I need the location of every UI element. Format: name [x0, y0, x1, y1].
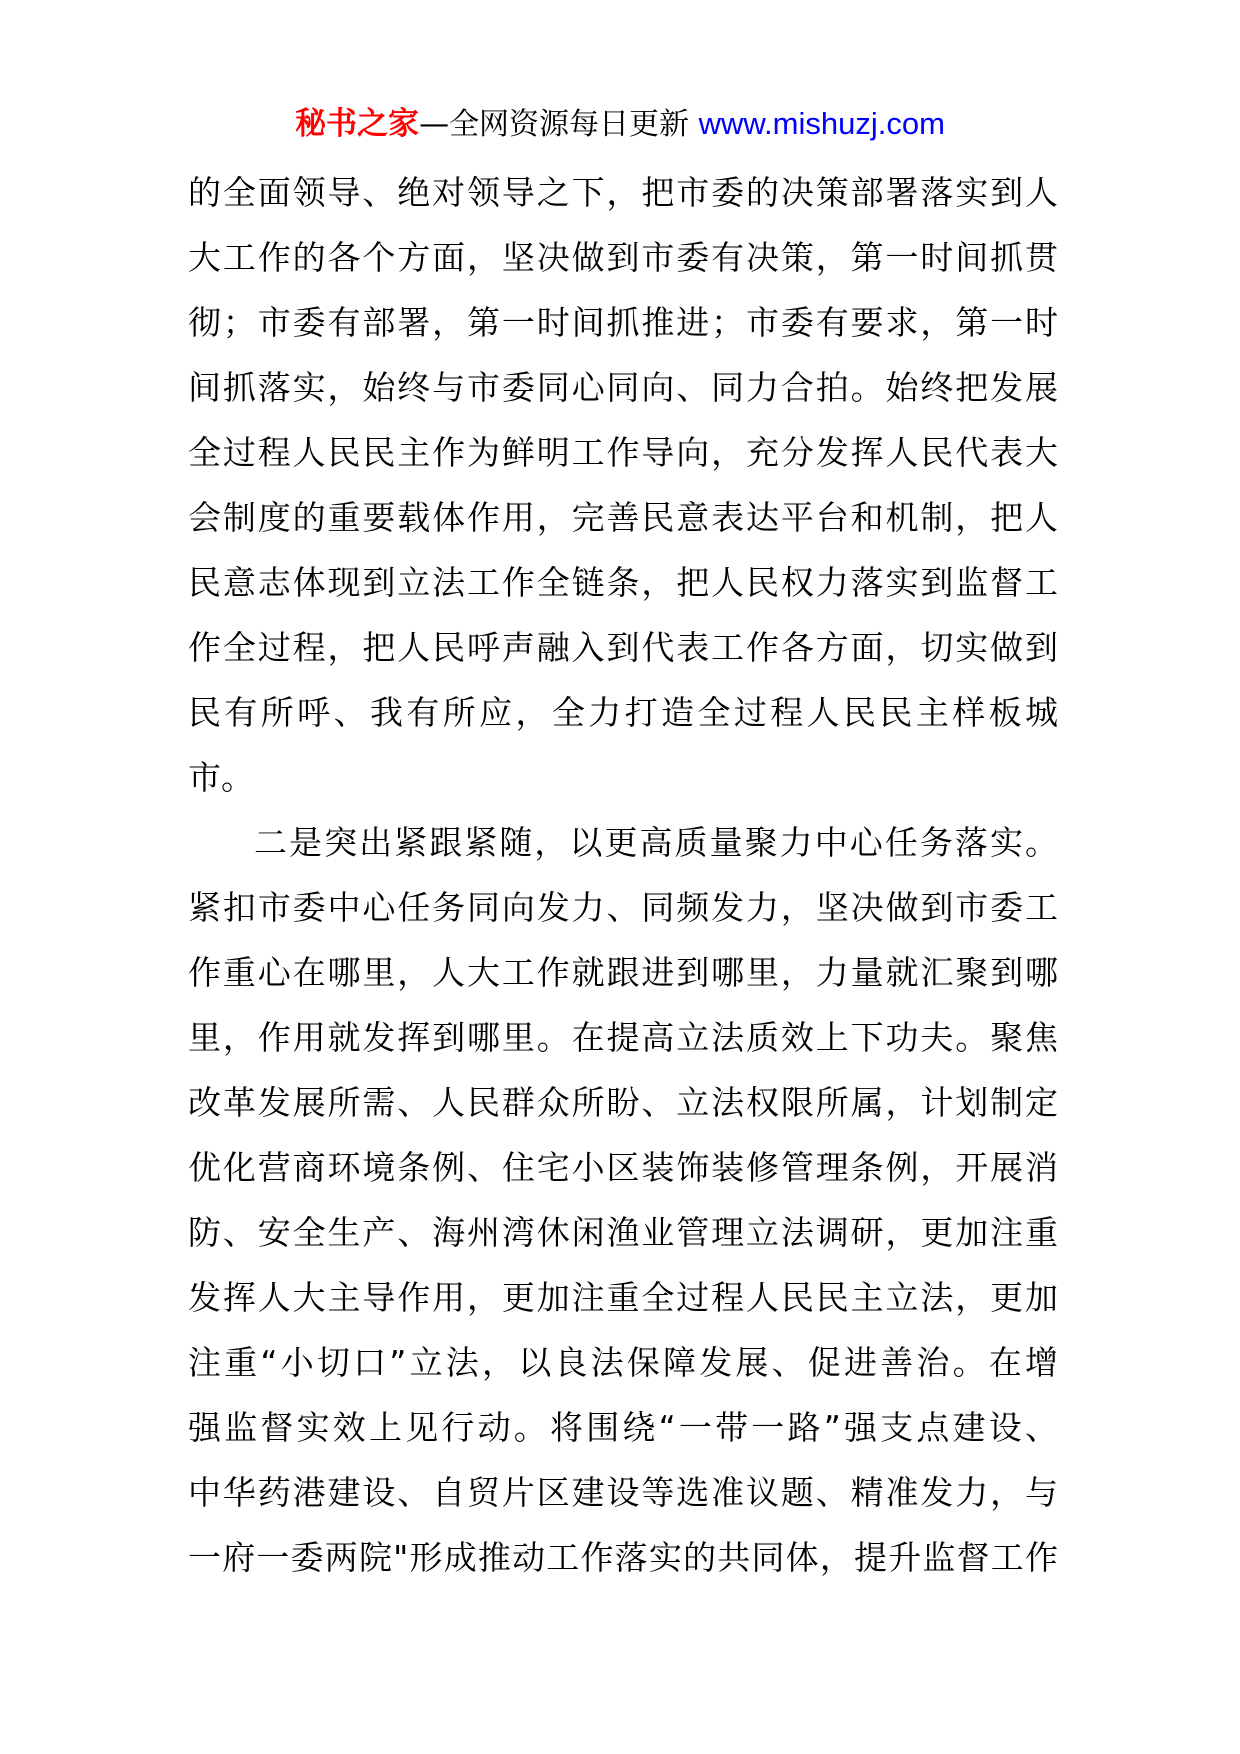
- document-body: [188, 160, 1058, 1590]
- text-line: 的全面领导、绝对领导之下，把市委的决策部署落实到人: [188, 173, 1058, 212]
- text-line: 间抓落实，始终与市委同心同向、同力合拍。始终把发展: [188, 368, 1058, 407]
- text-line: 作重心在哪里，人大工作就跟进到哪里，力量就汇聚到哪: [188, 953, 1058, 992]
- text-line: 彻；市委有部署，第一时间抓推进；市委有要求，第一时: [188, 303, 1058, 342]
- text-line: 发挥人大主导作用，更加注重全过程人民民主立法，更加: [188, 1278, 1058, 1317]
- text-line: 民有所呼、我有所应，全力打造全过程人民民主样板城: [188, 693, 1058, 732]
- text-line: 一府一委两院"形成推动工作落实的共同体，提升监督工作: [188, 1538, 1058, 1577]
- text-line: 强监督实效上见行动。将围绕“一带一路”强支点建设、: [188, 1408, 1058, 1447]
- text-line: 作全过程，把人民呼声融入到代表工作各方面，切实做到: [188, 628, 1058, 667]
- text-line: 优化营商环境条例、住宅小区装饰装修管理条例，开展消: [188, 1148, 1058, 1187]
- text-line: 民意志体现到立法工作全链条，把人民权力落实到监督工: [188, 563, 1058, 602]
- text-line: 中华药港建设、自贸片区建设等选准议题、精准发力，与: [188, 1473, 1058, 1512]
- site-brand: 秘书之家: [295, 106, 420, 142]
- text-line: 注重“小切口”立法，以良法保障发展、促进善治。在增: [188, 1343, 1058, 1382]
- page-header: [0, 104, 1240, 145]
- text-line: 改革发展所需、人民群众所盼、立法权限所属，计划制定: [188, 1083, 1058, 1122]
- text-line: 里，作用就发挥到哪里。在提高立法质效上下功夫。聚焦: [188, 1018, 1058, 1057]
- text-line: 防、安全生产、海州湾休闲渔业管理立法调研，更加注重: [188, 1213, 1058, 1252]
- section-heading-line: 二是突出紧跟紧随，以更高质量聚力中心任务落实。: [254, 823, 1058, 862]
- paragraph-end-line: 市。: [188, 758, 254, 797]
- text-line: 紧扣市委中心任务同向发力、同频发力，坚决做到市委工: [188, 888, 1058, 927]
- text-line: 大工作的各个方面，坚决做到市委有决策，第一时间抓贯: [188, 238, 1058, 277]
- text-line: 会制度的重要载体作用，完善民意表达平台和机制，把人: [188, 498, 1058, 537]
- site-slogan: —全网资源每日更新: [419, 107, 699, 142]
- site-url-link[interactable]: www.mishuzj.com: [698, 106, 945, 141]
- text-line: 全过程人民民主作为鲜明工作导向，充分发挥人民代表大: [188, 433, 1058, 472]
